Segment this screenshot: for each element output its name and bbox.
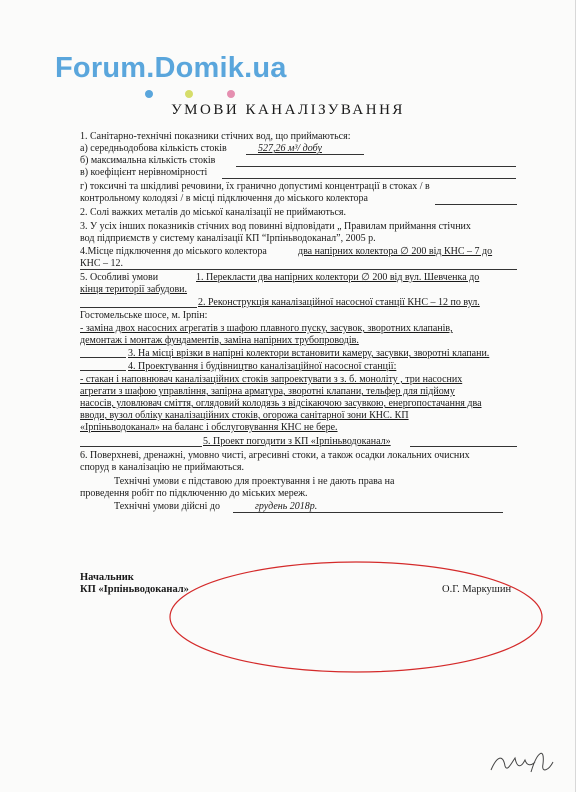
section-1-heading: 1. Санітарно-технічні показники стічних вод, що приймаються: xyxy=(80,131,351,142)
section-5-item-4: 4. Проектування і будівництво каналізаційної насосної станції: xyxy=(128,361,397,372)
section-5-item-2-b: демонтаж і монтаж фундаментів, заміна напірних трубопроводів. xyxy=(80,335,359,346)
fill-line xyxy=(236,166,516,167)
section-3-line-1: 3. У усіх інших показників стічних вод повинні відповідати „ Правилам приймання стічних xyxy=(80,221,471,232)
section-1v-label: в) коефіцієнт нерівномірності xyxy=(80,167,208,178)
section-4-line-2: КНС – 12. xyxy=(80,258,124,269)
document-title: УМОВИ КАНАЛІЗУВАННЯ xyxy=(171,102,405,118)
red-oval-annotation xyxy=(168,560,545,674)
terms-line-1: Технічні умови є підставою для проектування і не дають права на xyxy=(114,476,395,487)
section-5-item-2-a: - заміна двох насосних агрегатів з шафою плавного пуску, засувок, зворотних клапанів, xyxy=(80,323,453,334)
section-5-item-3: 3. На місці врізки в напірні колектори встановити камеру, засувки, зворотні клапани. xyxy=(128,348,490,359)
watermark-dot-pink xyxy=(227,90,235,98)
fill-line xyxy=(410,446,517,447)
section-1a-label: а) середньодобова кількість стоків xyxy=(80,143,227,154)
section-6-line-2: споруд в каналізацію не приймаються. xyxy=(80,462,244,473)
section-5-item-5: 5. Проект погодити з КП «Ірпіньводоканал» xyxy=(203,436,391,447)
fill-line xyxy=(80,357,126,358)
section-5-item-4-c: насосів, уловлювач сміття, оглядовий колодязь з відсікаючою засувкою, енергопостачання два xyxy=(80,398,482,409)
fill-line xyxy=(435,204,517,205)
terms-validity-value: грудень 2018р. xyxy=(255,501,318,512)
section-5-item-4-e: «Ірпіньводоканал» на баланс і обслуговування КНС не бере. xyxy=(80,422,338,433)
section-5-item-2: 2. Реконструкція каналізаційної насосної станції КНС – 12 по вул. xyxy=(198,297,480,308)
section-4-value: два напірних колектора ∅ 200 від КНС – 7 до xyxy=(298,246,493,257)
watermark-dots xyxy=(145,90,245,100)
signature-name: О.Г. Маркушин xyxy=(442,584,512,595)
watermark-dot-yellow xyxy=(185,90,193,98)
watermark-logo: Forum.Domik.ua xyxy=(55,52,287,84)
fill-line xyxy=(80,307,197,308)
section-5-item-4-d: вводи, вузол обліку каналізаційних стоків, огорожа санітарної зони КНС. КП xyxy=(80,410,409,421)
fill-line xyxy=(80,446,202,447)
fill-line xyxy=(80,370,126,371)
fill-line xyxy=(80,269,517,270)
fill-line xyxy=(222,178,516,179)
section-5-item-1-cont: кінця території забудови. xyxy=(80,284,188,295)
fill-line xyxy=(246,154,364,155)
fill-line xyxy=(233,512,503,513)
section-5-label: 5. Особливі умови xyxy=(80,272,159,283)
terms-validity-label: Технічні умови дійсні до xyxy=(114,501,220,512)
section-1a-value: 527,26 м³/ добу xyxy=(258,143,322,154)
section-2: 2. Солі важких металів до міської каналізації не приймаються. xyxy=(80,207,346,218)
section-5-item-2-cont: Гостомельське шосе, м. Ірпін: xyxy=(80,310,208,321)
section-5-item-4-b: агрегати з шафою управління, запірна арматура, зворотні клапани, тельфер для підйому xyxy=(80,386,455,397)
section-6-line-1: 6. Поверхневі, дренажні, умовно чисті, агресивні стоки, а також осадки локальних очисних xyxy=(80,450,470,461)
section-1b-label: б) максимальна кількість стоків xyxy=(80,155,216,166)
signature-position: Начальник xyxy=(80,572,134,583)
section-1g-line-1: г) токсичні та шкідливі речовини, їх гранично допустимі концентрації в стоках / в xyxy=(80,181,430,192)
watermark-dot-blue xyxy=(145,90,153,98)
signature-organization: КП «Ірпіньводоканал» xyxy=(80,584,189,595)
section-5-item-4-a: - стакан і наповнювач каналізаційних стоків запроектувати з з. б. моноліту , три насосних xyxy=(80,374,463,385)
section-3-line-2: вод підприємств у систему каналізації КП “Ірпіньводоканал”, 2005 р. xyxy=(80,233,376,244)
section-1g-line-2: контрольному колодязі / в місці підключення до міського колектора xyxy=(80,193,368,204)
section-5-item-1: 1. Перекласти два напірних колектори ∅ 200 від вул. Шевченка до xyxy=(196,272,480,283)
handwritten-initials xyxy=(487,742,557,778)
terms-line-2: проведення робіт по підключенню до міських мереж. xyxy=(80,488,308,499)
section-4-label: 4.Місце підключення до міського колектора xyxy=(80,246,267,257)
